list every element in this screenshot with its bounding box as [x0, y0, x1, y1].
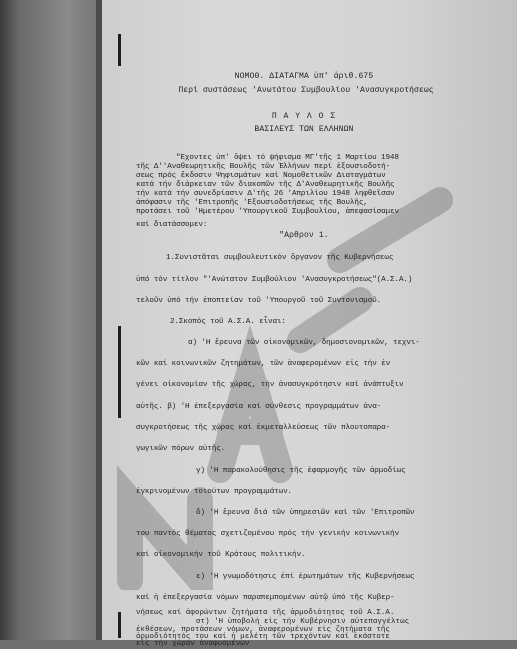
article-line: γωγικῶν πόρων αὐτῆς. — [136, 445, 226, 453]
article-line: ἐκθέσεων, προτάσεων νόμων, ἀναφερομένων εἰς ζητήματα τῆς — [136, 626, 390, 634]
article-line: γένει οἰκονομίαν τῆς χώρας, τήν ἀνασυγκρότησιν καί ἀνάπτυξιν — [136, 381, 404, 389]
article-line: ε) 'Η γνωμοδότησις ἐπί ἐρωτημάτων τῆς Κυβερνήσεως — [196, 573, 415, 581]
article-line: δ) 'Η ἔρευνα διά τῶν ὑπηρεσιῶν καί τῶν 'Επιτροπῶν — [196, 509, 415, 517]
article-line: συγκροτήσεως τῆς χώρας καί ἐκμεταλλεύσεως τῶν πλουτοπαρα- — [136, 424, 391, 432]
page-fold — [96, 0, 102, 640]
article-line: κῶν καί κοινωνικῶν ζητημάτων, τῶν ἀναφερομένων εἰς τήν ἐν — [136, 360, 391, 368]
preamble-line: προτάσει τοῦ 'Ημετέρου 'Υπουργικοῦ Συμβουλίου, ἀπεφασίσαμεν — [136, 208, 399, 216]
preamble-line: καί διατάσσομεν: — [136, 221, 208, 229]
preamble-line: σεως πρός ἔκδοσιν Ψηφισμάτων καί Νομοθετικῶν Διαταγμάτων — [136, 172, 386, 180]
preamble-line: ἀπόφασιν τῆς 'Επιτροπῆς 'Εξουσιοδοτήσεως τῆς Βουλῆς, — [136, 199, 368, 207]
king-role: ΒΑΣΙΛΕΥΣ ΤΩΝ ΕΛΛΗΝΩΝ — [254, 125, 354, 134]
preamble-line: τήν κατά τήν συνεδρίασιν Δ'τῆς 26 'Απριλίου 1948 ληφθεῖσαν — [136, 190, 395, 198]
preamble-line: τῆς Δ''Αναθεωρητικῆς Βουλῆς τῶν Ἑλλήνων περί ἐξουσιοδοτή- — [136, 163, 391, 171]
binder-mark-top — [118, 34, 121, 66]
article-line: νήσεως καί ἀφορώντων ζητήματα τῆς ἁρμοδιότητος τοῦ Α.Σ.Α. — [136, 609, 395, 617]
binding-edge — [0, 0, 96, 640]
binder-mark-bottom — [118, 612, 121, 638]
article-line: εἰς τήν χώραν ἀναφυομένων — [136, 640, 250, 648]
article-line: του παντός θέματος σχετιζομένου πρός τήν γενικήν κοινωνικήν — [136, 530, 399, 538]
document-sheet — [96, 0, 517, 640]
article-line: ἐγκρινομένων τοιούτων προγραμμάτων. — [136, 488, 292, 496]
article-line: α) 'Η ἔρευνα τῶν οἰκονομικῶν, δημοσιονομικῶν, τεχνι- — [188, 339, 420, 347]
article-line: τελοῦν ὑπό τήν ἐποπτείαν τοῦ 'Υπουργοῦ τοῦ Συντονισμοῦ. — [136, 297, 382, 305]
article-line: 2.Σκοπός τοῦ Α.Σ.Α. εἶναι: — [170, 318, 286, 326]
decree-subtitle: Περί συστάσεως 'Ανωτάτου Συμβουλίου 'Ανασυγκροτήσεως — [178, 86, 434, 95]
article-line: ἁρμοδιότητός του καί ἡ μελέτη τῶν τρεχόντων καί ἑκάστοτε — [136, 633, 390, 641]
article-line: γ) 'Η παρακολούθησις τῆς ἐφαρμογῆς τῶν ἁρμοδίως — [196, 467, 406, 475]
decree-title: ΝΟΜΟΘ. ΔΙΑΤΑΓΜΑ ὑπ' ἀριθ.675 — [234, 72, 374, 81]
article-line: καί ἡ ἐπεξεργασία νόμων παραπεμπομένων αὐτῷ ὑπό τῆς Κυβερ- — [136, 594, 395, 602]
king-name: Π Α Υ Λ Ο Σ — [271, 112, 337, 121]
article-line: καί οἰκονομικήν τοῦ Κράτους πολιτικήν. — [136, 551, 306, 559]
article-line: στ) 'Η ὑποβολή εἰς τήν Κυβέρνησιν αὐτεπαγγέλτως — [196, 618, 410, 626]
article-line: 1.Συνιστᾶται συμβουλευτικόν ὄργανον τῆς Κυβερνήσεως — [166, 254, 394, 262]
preamble-line: "Εχοντες ὑπ' ὄψει τό ψήφισμα ΜΓ'τῆς 1 Μαρτίου 1948 — [176, 154, 399, 162]
article-line: αὐτῆς. β) 'Η ἐπεξεργασία καί σύνθεσις προγραμμάτων ἀνα- — [136, 403, 382, 411]
article-heading: "Αρθρον 1. — [279, 231, 329, 240]
preamble-line: κατά τήν διάρκειαν τῶν διακοπῶν τῆς Δ'Αναθεωρητικῆς Βουλῆς — [136, 181, 395, 189]
article-line: ὑπό τόν τίτλον "'Ανώτατον Συμβούλιον 'Ανασυγκροτήσεως"(Α.Σ.Α.) — [136, 276, 413, 284]
binder-mark-middle — [118, 326, 121, 418]
